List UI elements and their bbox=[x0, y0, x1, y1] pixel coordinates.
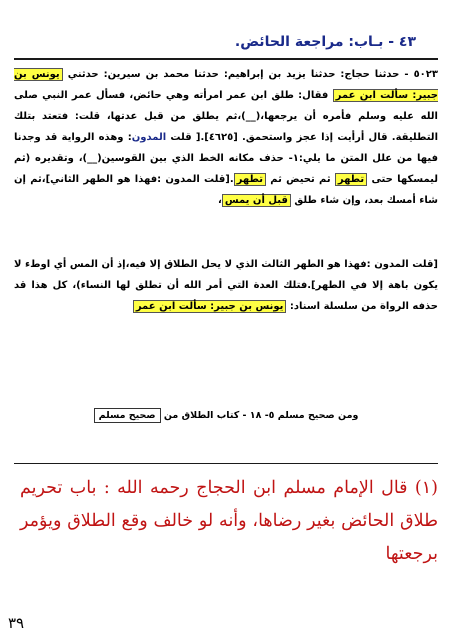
highlighted-narrator: يونس بن جبير: سألت ابن عمر bbox=[14, 69, 438, 101]
source-text: ومن صحيح مسلم ٥- ١٨ - كتاب الطلاق من bbox=[160, 410, 359, 421]
commentary-text-2: ثم تحيض ثم bbox=[265, 174, 335, 185]
commentary-text-4: ، bbox=[218, 195, 222, 206]
footnote: (١) قال الإمام مسلم ابن الحجاج رحمه الله : باب تحريم طلاق الحائض بغير رضاها، وأنه لو خالف وقع الطلاق ويؤمر برجعتها bbox=[20, 478, 438, 564]
highlighted-word-tathur-1: تطهر bbox=[335, 173, 367, 186]
hadith-body-text: فقال: طلق ابن عمر امرأته وهي حائض، فسأل عمر النبي صلى الله عليه وسلم فأمره أن يرجعها،(__)،ثم يطلق من قبل عدتها، قلت: فتعتد بتلك التطليقة. قال أرأيت إذا عجز واستحمق. [٤٦٢٥].[ قلت bbox=[14, 90, 438, 143]
commentary-text-3: .[قلت المدون :فهذا هو الطهر الثاني]،ثم إن شاء أمسك بعد، وإن شاء طلق bbox=[14, 174, 438, 206]
author-label: المدون bbox=[131, 132, 167, 143]
hadith-chain-text: ٥٠٢٣ - حدثنا حجاج: حدثنا يزيد بن إبراهيم: حدثنا محمد بن سيرين: حدثني bbox=[62, 69, 438, 80]
commentary-paragraph bbox=[14, 254, 438, 317]
commentary-body: [قلت المدون :فهذا هو الطهر الثالث الذي لا يحل الطلاق إلا فيه،إذ أن المس أي اوطء لا يكون باهة إلا في الطهر].فتلك العدة التي أمر الله أن تطلق لها النساء)، كل هذا قد حذفه الرواة من سلسلة اسناد: bbox=[14, 259, 438, 312]
heading-divider bbox=[14, 58, 438, 60]
highlighted-phrase-before-touch: قبل أن يمس bbox=[222, 194, 291, 207]
chapter-heading: ٤٣ - بـاب: مراجعة الحائض. bbox=[234, 34, 416, 50]
hadith-paragraph bbox=[14, 64, 438, 211]
source-line bbox=[0, 410, 452, 421]
page-number: ٣٩ bbox=[8, 614, 25, 632]
footnote-divider bbox=[14, 463, 438, 464]
highlighted-word-tathur-2: تطهر bbox=[234, 173, 266, 186]
commentary-text: : وهذه الرواية قد وجدنا فيها من علل المتن ما يلي:١- حذف مكانه الخط الذي بين القوسين(__)، وتقديره (ثم ليمسكها حتى bbox=[14, 132, 439, 185]
highlighted-narrator-2: يونس بن جبير: سألت ابن عمر bbox=[133, 300, 287, 313]
source-book-box: صحيح مسلم bbox=[94, 408, 161, 423]
